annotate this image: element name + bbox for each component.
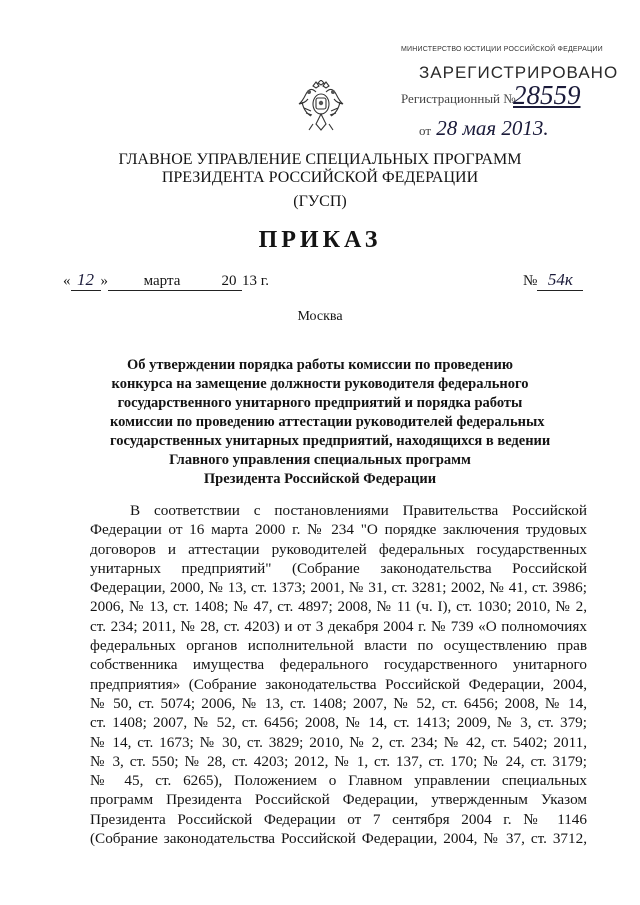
heading-line: конкурса на замещение должности руководителя федерального: [111, 376, 529, 392]
body-line: № 45, ст. 6265), Положением о Главном управлении специальных: [90, 772, 587, 790]
stamp-date-value: 28 мая 2013.: [436, 116, 549, 140]
date-year-prefix: 20: [216, 273, 242, 291]
date-day: 12: [71, 270, 101, 291]
body-line: ст. 1408; 2007, № 52, ст. 6456; 2008, № 14, ст. 1413; 2009, № 3, ст. 379;: [90, 714, 587, 732]
body-line: Федерации от 16 марта 2000 г. № 234 "О порядке заключения трудовых: [90, 521, 587, 539]
org-name-line1: ГЛАВНОЕ УПРАВЛЕНИЕ СПЕЦИАЛЬНЫХ ПРОГРАММ: [118, 151, 522, 168]
number-value: 54к: [537, 270, 583, 291]
date-month: марта: [108, 273, 216, 291]
stamp-registration-number: 28559: [513, 80, 581, 110]
body-line: федеральных органов исполнительной власти по осуществлению прав: [90, 637, 587, 655]
stamp-date-label: от: [419, 123, 432, 138]
stamp-ministry-text: МИНИСТЕРСТВО ЮСТИЦИИ РОССИЙСКОЙ ФЕДЕРАЦИИ: [401, 46, 603, 53]
document-number: [523, 270, 583, 291]
date-year-suffix: 13: [242, 273, 257, 289]
body-line: В соответствии с постановлениями Правительства Российской: [130, 502, 587, 519]
body-line: 2006, № 13, ст. 1408; № 47, ст. 4897; 2008, № 11 (ч. I), ст. 1030; 2010, № 2,: [90, 598, 587, 616]
stamp-registered-text: ЗАРЕГИСТРИРОВАНО: [419, 63, 619, 82]
date-year-label: г.: [260, 273, 269, 289]
org-abbreviation: (ГУСП): [293, 193, 347, 210]
body-line: программ Президента Российской Федерации, утвержденным Указом: [90, 791, 587, 809]
heading-line: Президента Российской Федерации: [203, 471, 437, 487]
date-open-quote: «: [63, 273, 71, 289]
coat-of-arms-emblem: [298, 80, 344, 136]
order-heading: [110, 356, 551, 489]
body-line: № 50, ст. 5074; 2006, № 13, ст. 1408; 2007, № 52, ст. 6456; 2008, № 14,: [90, 694, 587, 712]
stamp-number-label: Регистрационный №: [401, 91, 516, 106]
body-line: (Собрание законодательства Российской Федерации, 2004, № 37, ст. 3712,: [90, 830, 587, 848]
date-close-quote: »: [100, 273, 108, 289]
body-line: ст. 234; 2011, № 28, ст. 4203) и от 3 декабря 2004 г. № 739 «О полномочиях: [90, 617, 587, 635]
document-title: ПРИКАЗ: [258, 227, 382, 253]
body-line: Президента Российской Федерации от 7 сентября 2004 г. № 1146: [90, 810, 587, 828]
body-line: № 14, ст. 1673; № 30, ст. 3829; 2010, № 2, ст. 234; № 42, ст. 5402; 2011,: [90, 733, 587, 751]
heading-line: комиссии по проведению аттестации руководителей федеральных: [110, 414, 545, 430]
number-label: №: [523, 273, 538, 289]
body-line: Федерации, 2000, № 13, ст. 1373; 2001, № 31, ст. 3281; 2002, № 41, ст. 3986;: [90, 579, 587, 597]
document-city: Москва: [297, 309, 343, 324]
body-line: собственника имущества федерального государственного унитарного: [90, 656, 587, 674]
body-line: договоров и аттестации руководителей федеральных государственных: [90, 540, 587, 558]
body-line: № 3, ст. 550; № 28, ст. 4203; 2012, № 1, ст. 137, ст. 170; № 24, ст. 3179;: [90, 752, 587, 770]
registration-stamp: [401, 36, 619, 146]
body-line: предприятия» (Собрание законодательства Российской Федерации, 2004,: [90, 675, 587, 693]
body-line: унитарных предприятий" (Собрание законодательства Российской: [90, 559, 587, 577]
heading-line: Главного управления специальных программ: [169, 452, 471, 468]
document-date: [63, 270, 269, 291]
body-paragraph: [90, 501, 587, 848]
stamp-date: [419, 116, 549, 141]
heading-line: государственных унитарных предприятий, находящихся в ведении: [110, 433, 551, 449]
heading-line: Об утверждении порядка работы комиссии по проведению: [127, 357, 513, 373]
heading-line: государственного унитарного предприятий и порядка работы: [117, 395, 523, 411]
org-name-line2: ПРЕЗИДЕНТА РОССИЙСКОЙ ФЕДЕРАЦИИ: [161, 169, 479, 186]
